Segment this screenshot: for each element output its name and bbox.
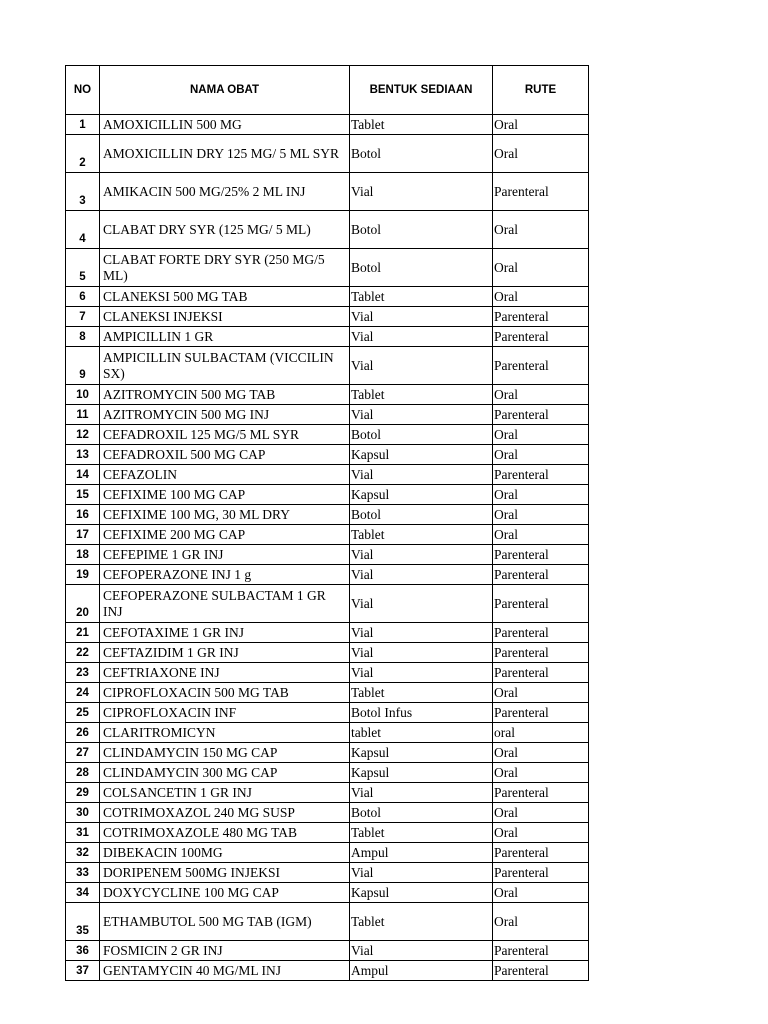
drug-name: CEFIXIME 200 MG CAP [100,525,350,545]
table-row [66,823,589,843]
drug-name: AMOXICILLIN DRY 125 MG/ 5 ML SYR [100,135,350,173]
drug-name: AMPICILLIN SULBACTAM (VICCILIN SX) [100,347,350,385]
row-number: 33 [66,863,100,883]
table-row [66,783,589,803]
dosage-form: Vial [350,327,493,347]
dosage-form: Botol [350,135,493,173]
row-number: 32 [66,843,100,863]
table-row [66,485,589,505]
row-number: 3 [66,173,100,211]
table-body [66,115,589,981]
table-row [66,287,589,307]
row-number: 17 [66,525,100,545]
table-row [66,545,589,565]
route: Oral [493,115,589,135]
row-number: 19 [66,565,100,585]
dosage-form: Tablet [350,385,493,405]
drug-name: COLSANCETIN 1 GR INJ [100,783,350,803]
route: Parenteral [493,623,589,643]
drug-name: CEFADROXIL 500 MG CAP [100,445,350,465]
drug-list-sheet [65,65,589,981]
drug-name: DIBEKACIN 100MG [100,843,350,863]
dosage-form: Botol [350,425,493,445]
table-row [66,803,589,823]
row-number: 10 [66,385,100,405]
row-number: 24 [66,683,100,703]
dosage-form: Vial [350,663,493,683]
table-row [66,763,589,783]
table-row [66,405,589,425]
dosage-form: Vial [350,173,493,211]
table-row [66,941,589,961]
table-header-row [66,66,589,115]
table-row [66,327,589,347]
table-row [66,703,589,723]
drug-name: CLABAT FORTE DRY SYR (250 MG/5 ML) [100,249,350,287]
drug-name: CEFTRIAXONE INJ [100,663,350,683]
dosage-form: Tablet [350,903,493,941]
row-number: 21 [66,623,100,643]
header-nama-obat: NAMA OBAT [100,66,350,115]
drug-name: CEFAZOLIN [100,465,350,485]
row-number: 12 [66,425,100,445]
dosage-form: Vial [350,783,493,803]
row-number: 22 [66,643,100,663]
drug-name: CLABAT DRY SYR (125 MG/ 5 ML) [100,211,350,249]
row-number: 15 [66,485,100,505]
route: Parenteral [493,347,589,385]
dosage-form: Vial [350,307,493,327]
route: Oral [493,485,589,505]
row-number: 23 [66,663,100,683]
row-number: 28 [66,763,100,783]
table-row [66,663,589,683]
dosage-form: tablet [350,723,493,743]
dosage-form: Ampul [350,843,493,863]
dosage-form: Tablet [350,115,493,135]
row-number: 30 [66,803,100,823]
table-row [66,307,589,327]
drug-name: CLINDAMYCIN 300 MG CAP [100,763,350,783]
dosage-form: Tablet [350,525,493,545]
dosage-form: Vial [350,623,493,643]
drug-name: CIPROFLOXACIN INF [100,703,350,723]
route: Oral [493,743,589,763]
route: Parenteral [493,843,589,863]
table-row [66,643,589,663]
header-rute: RUTE [493,66,589,115]
dosage-form: Vial [350,347,493,385]
table-row [66,565,589,585]
drug-name: AMOXICILLIN 500 MG [100,115,350,135]
route: Oral [493,211,589,249]
row-number: 14 [66,465,100,485]
drug-name: CLANEKSI INJEKSI [100,307,350,327]
row-number: 9 [66,347,100,385]
table-row [66,843,589,863]
row-number: 11 [66,405,100,425]
row-number: 13 [66,445,100,465]
drug-name: CEFIXIME 100 MG CAP [100,485,350,505]
row-number: 36 [66,941,100,961]
route: Parenteral [493,565,589,585]
route: Parenteral [493,703,589,723]
row-number: 26 [66,723,100,743]
dosage-form: Kapsul [350,763,493,783]
table-row [66,585,589,623]
dosage-form: Botol [350,211,493,249]
row-number: 25 [66,703,100,723]
dosage-form: Vial [350,863,493,883]
drug-name: CLINDAMYCIN 150 MG CAP [100,743,350,763]
table-row [66,135,589,173]
table-row [66,505,589,525]
route: Oral [493,135,589,173]
table-row [66,445,589,465]
row-number: 18 [66,545,100,565]
row-number: 1 [66,115,100,135]
table-row [66,723,589,743]
route: Parenteral [493,585,589,623]
dosage-form: Vial [350,405,493,425]
dosage-form: Kapsul [350,485,493,505]
route: Oral [493,249,589,287]
row-number: 2 [66,135,100,173]
drug-name: FOSMICIN 2 GR INJ [100,941,350,961]
dosage-form: Kapsul [350,883,493,903]
route: Oral [493,683,589,703]
drug-name: CEFIXIME 100 MG, 30 ML DRY [100,505,350,525]
row-number: 8 [66,327,100,347]
table-row [66,173,589,211]
row-number: 16 [66,505,100,525]
dosage-form: Vial [350,545,493,565]
route: Parenteral [493,663,589,683]
drug-name: CLANEKSI 500 MG TAB [100,287,350,307]
dosage-form: Vial [350,585,493,623]
table-row [66,115,589,135]
table-row [66,249,589,287]
drug-name: COTRIMOXAZOL 240 MG SUSP [100,803,350,823]
row-number: 20 [66,585,100,623]
dosage-form: Kapsul [350,743,493,763]
dosage-form: Vial [350,643,493,663]
route: Oral [493,505,589,525]
drug-name: ETHAMBUTOL 500 MG TAB (IGM) [100,903,350,941]
route: Oral [493,525,589,545]
route: Oral [493,803,589,823]
route: Oral [493,823,589,843]
table-row [66,961,589,981]
route: Oral [493,425,589,445]
drug-name: AZITROMYCIN 500 MG INJ [100,405,350,425]
table-row [66,211,589,249]
row-number: 34 [66,883,100,903]
drug-name: CEFOTAXIME 1 GR INJ [100,623,350,643]
route: oral [493,723,589,743]
route: Parenteral [493,961,589,981]
drug-name: AMPICILLIN 1 GR [100,327,350,347]
route: Parenteral [493,173,589,211]
drug-name: AZITROMYCIN 500 MG TAB [100,385,350,405]
dosage-form: Tablet [350,683,493,703]
dosage-form: Vial [350,565,493,585]
table-row [66,883,589,903]
dosage-form: Botol [350,249,493,287]
route: Oral [493,903,589,941]
drug-name: AMIKACIN 500 MG/25% 2 ML INJ [100,173,350,211]
drug-name: CEFADROXIL 125 MG/5 ML SYR [100,425,350,445]
drug-name: GENTAMYCIN 40 MG/ML INJ [100,961,350,981]
table-row [66,743,589,763]
header-no: NO [66,66,100,115]
row-number: 31 [66,823,100,843]
drug-name: CEFOPERAZONE INJ 1 g [100,565,350,585]
route: Oral [493,883,589,903]
dosage-form: Botol [350,803,493,823]
dosage-form: Tablet [350,287,493,307]
route: Parenteral [493,545,589,565]
drug-name: CIPROFLOXACIN 500 MG TAB [100,683,350,703]
table-row [66,465,589,485]
dosage-form: Tablet [350,823,493,843]
drug-name: CEFOPERAZONE SULBACTAM 1 GR INJ [100,585,350,623]
route: Parenteral [493,863,589,883]
dosage-form: Kapsul [350,445,493,465]
route: Oral [493,287,589,307]
route: Oral [493,385,589,405]
drug-name: COTRIMOXAZOLE 480 MG TAB [100,823,350,843]
row-number: 7 [66,307,100,327]
route: Parenteral [493,941,589,961]
row-number: 4 [66,211,100,249]
route: Parenteral [493,783,589,803]
row-number: 29 [66,783,100,803]
row-number: 6 [66,287,100,307]
drug-name: CEFEPIME 1 GR INJ [100,545,350,565]
row-number: 37 [66,961,100,981]
route: Parenteral [493,307,589,327]
dosage-form: Botol Infus [350,703,493,723]
route: Oral [493,445,589,465]
drug-name: CLARITROMICYN [100,723,350,743]
table-row [66,683,589,703]
dosage-form: Vial [350,465,493,485]
table-row [66,863,589,883]
dosage-form: Botol [350,505,493,525]
table-row [66,903,589,941]
row-number: 5 [66,249,100,287]
dosage-form: Vial [350,941,493,961]
table-row [66,623,589,643]
route: Parenteral [493,465,589,485]
drug-name: CEFTAZIDIM 1 GR INJ [100,643,350,663]
table-row [66,347,589,385]
route: Parenteral [493,643,589,663]
table-row [66,425,589,445]
table-row [66,525,589,545]
drug-table [65,65,589,981]
drug-name: DOXYCYCLINE 100 MG CAP [100,883,350,903]
drug-name: DORIPENEM 500MG INJEKSI [100,863,350,883]
row-number: 35 [66,903,100,941]
row-number: 27 [66,743,100,763]
table-row [66,385,589,405]
route: Parenteral [493,405,589,425]
route: Parenteral [493,327,589,347]
dosage-form: Ampul [350,961,493,981]
header-bentuk-sediaan: BENTUK SEDIAAN [350,66,493,115]
route: Oral [493,763,589,783]
